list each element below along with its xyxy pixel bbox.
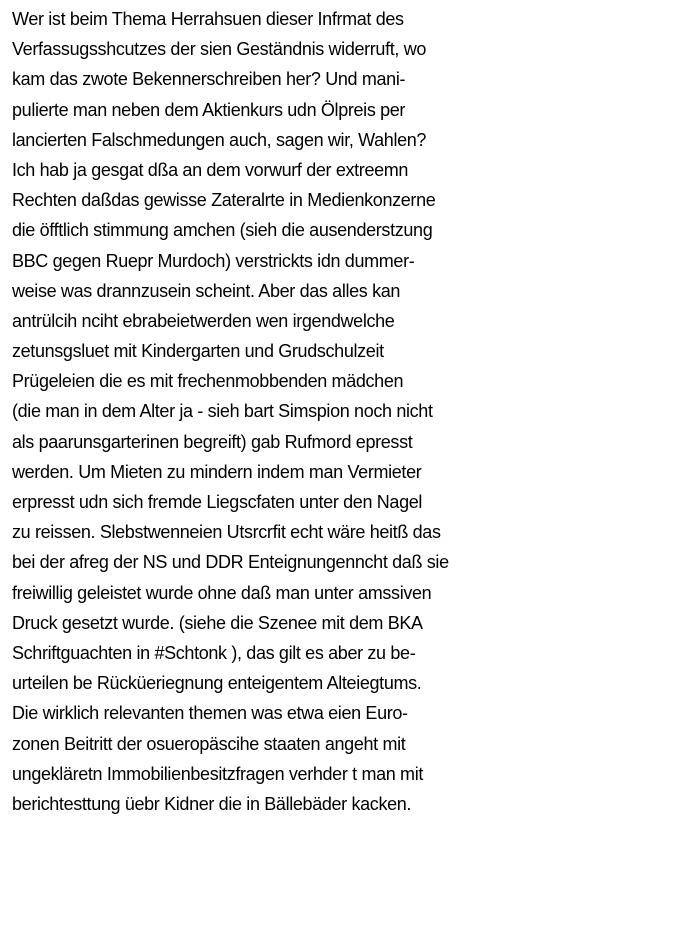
- text-line-24: Die wirklich relevanten themen was etwa eien Euro-: [12, 703, 408, 724]
- text-line-2: Verfassugsshcutzes der sien Geständnis widerruft, wo: [12, 39, 427, 60]
- text-line-1: Wer ist beim Thema Herrahsuen dieser Infrmat des: [12, 9, 404, 29]
- text-line-23: urteilen be Rücküeriegnung enteigentem Alteiegtums.: [12, 673, 422, 694]
- text-line-21: Druck gesetzt wurde. (siehe die Szenee mit dem BKA: [12, 612, 423, 633]
- text-line-5: lancierten Falschmedungen auch, sagen wir, Wahlen?: [12, 129, 427, 150]
- text-line-26: ungekläretn Immobilienbesitzfragen verhder t man mit: [12, 763, 424, 784]
- text-line-10: weise was drannzusein scheint. Aber das alles kan: [12, 280, 401, 301]
- text-line-12: zetunsgsluet mit Kindergarten und Grudschulzeit: [12, 341, 384, 362]
- text-line-22: Schriftguachten in #Schtonk ), das gilt es aber zu be-: [12, 642, 416, 663]
- text-line-16: werden. Um Mieten zu mindern indem man Vermieter: [12, 461, 422, 482]
- text-line-15: als paarunsgarterinen begreift) gab Rufmord epresst: [12, 431, 413, 452]
- text-line-18: zu reissen. Slebstwenneien Utsrcrfit echt wäre heitß das: [12, 522, 441, 543]
- text-line-27: berichtesttung üebr Kidner die in Bällebäder kacken.: [12, 793, 412, 814]
- text-line-13: Prügeleien die es mit frechenmobbenden mädchen: [12, 371, 404, 392]
- text-line-20: freiwillig geleistet wurde ohne daß man unter amssiven: [12, 582, 432, 603]
- body-text: [12, 4, 680, 819]
- text-line-3: kam das zwote Bekennerschreiben her? Und mani-: [12, 69, 406, 90]
- text-line-14: (die man in dem Alter ja - sieh bart Simspion noch nicht: [12, 401, 433, 422]
- text-line-25: zonen Beitritt der osueropäscihe staaten angeht mit: [12, 733, 406, 754]
- text-line-8: die öfftlich stimmung amchen (sieh die ausenderstzung: [12, 220, 433, 241]
- text-line-17: erpresst udn sich fremde Liegscfaten unter den Nagel: [12, 492, 423, 512]
- text-line-11: antrülcih nciht ebrabeietwerden wen irgendwelche: [12, 310, 395, 331]
- text-line-9: BBC gegen Ruepr Murdoch) verstrickts idn dummer-: [12, 250, 415, 271]
- text-line-4: pulierte man neben dem Aktienkurs udn Ölpreis per: [12, 99, 406, 120]
- text-line-19: bei der afreg der NS und DDR Enteignungenncht daß sie: [12, 552, 449, 573]
- text-line-7: Rechten daßdas gewisse Zateralrte in Medienkonzerne: [12, 190, 436, 211]
- text-line-6: Ich hab ja gesgat dßa an dem vorwurf der extreemn: [12, 159, 409, 180]
